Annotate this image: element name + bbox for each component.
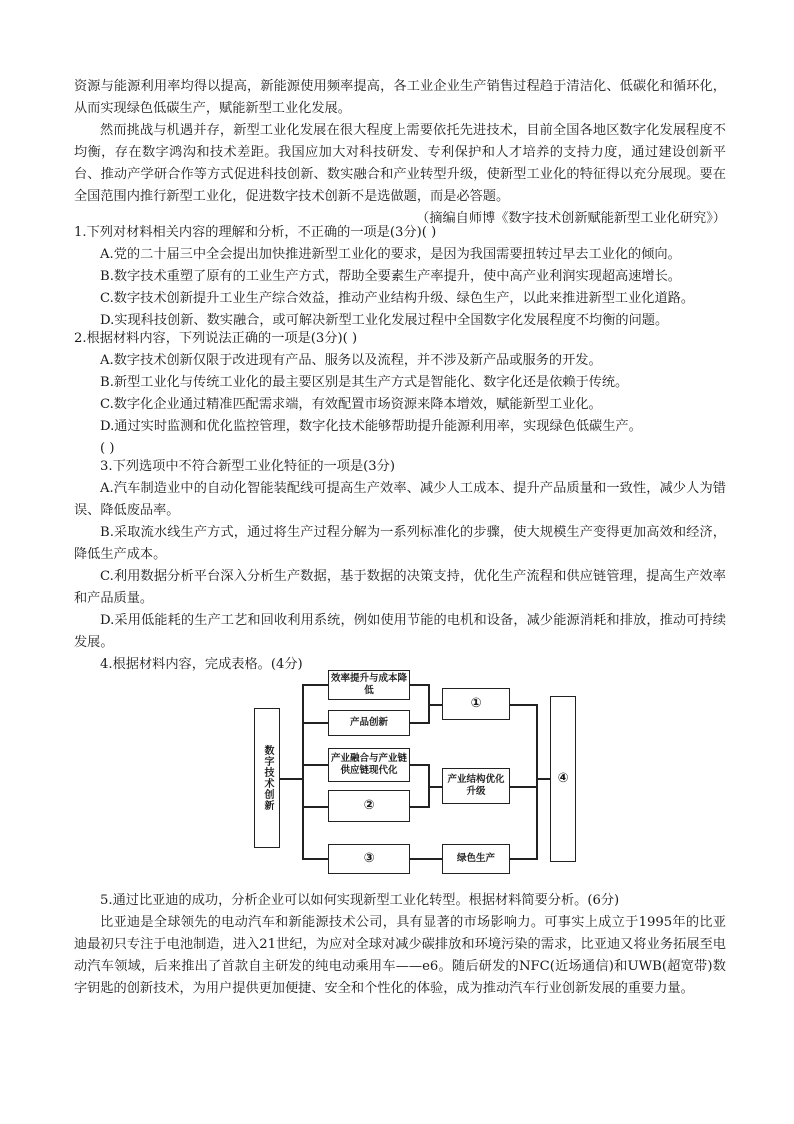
q1-option-a: A.党的二十届三中全会提出加快推进新型工业化的要求，是因为我国需要扭转过早去工业化的倾向。	[100, 247, 681, 262]
innovation-flow-diagram	[252, 668, 580, 890]
blank-box-1: ①	[442, 688, 510, 720]
q4-stem: 4.根据材料内容，完成表格。(4分)	[100, 657, 303, 672]
q1-option-b: B.数字技术重塑了原有的工业生产方式，帮助全要素生产率提升，使中高产业利润实现超高速增长。	[100, 269, 681, 284]
q5-material: 比亚迪是全球领先的电动汽车和新能源技术公司，具有显著的市场影响力。可事实上成立于1995年的比亚迪最初只专注于电池制造，进入21世纪，为应对全球对减少碳排放和环境污染的需求，比亚迪又将业务拓展至电动汽车领域，后来推出了首款自主研发的纯电动乘用车——e6。随后研发的NFC(近场通信)和UWB(超宽带)数字钥匙的创新技术，为用户提供更加便捷、安全和个性化的体验，成为推动汽车行业创新发展的重要力量。	[74, 915, 726, 996]
intro-paragraph-2: 然而挑战与机遇并存，新型工业化发展在很大程度上需要依托先进技术，目前全国各地区数字化发展程度不均衡，存在数字鸿沟和技术差距。我国应加大对科技研发、专利保护和人才培养的支持力度，通过建设创新平台、推动产学研合作等方式促进科技创新、数实融合和产业转型升级，使新型工业化的特征得以充分展现。要在全国范围内推行新型工业化，促进数字技术创新不是选做题，而是必答题。	[74, 123, 726, 204]
connector-line	[302, 858, 328, 860]
root-box-digital-innovation: 数字技术创新	[254, 708, 280, 848]
box-structure-upgrade: 产业结构优化升级	[442, 768, 510, 804]
blank-box-4: ④	[550, 696, 576, 862]
question-3	[74, 456, 726, 676]
blank-box-3: ③	[328, 844, 410, 874]
box-efficiency-cost: 效率提升与成本降低	[328, 670, 410, 700]
q2-option-a: A.数字技术创新仅限于改进现有产品、服务以及流程，并不涉及新产品或服务的开发。	[100, 353, 602, 368]
q3-option-c: C.利用数据分析平台深入分析生产数据，基于数据的决策支持，优化生产流程和供应链管理，提高生产效率和产品质量。	[74, 569, 726, 606]
connector-line	[428, 704, 442, 706]
box-industry-fusion: 产业融合与产业链供应链现代化	[328, 748, 410, 782]
q2-option-b: B.新型工业化与传统工业化的最主要区别是其生产方式是智能化、数字化还是依赖于传统。	[100, 375, 629, 390]
q1-stem: 1.下列对材料相关内容的理解和分析，不正确的一项是(3分)( )	[74, 225, 437, 240]
q2-option-c: C.数字化企业通过精准匹配需求端，有效配置市场资源来降本增效，赋能新型工业化。	[100, 397, 602, 412]
connector-line	[410, 806, 428, 808]
question-5	[74, 890, 726, 1000]
connector-line	[302, 764, 328, 766]
connector-line	[280, 778, 302, 780]
connector-line	[302, 684, 328, 686]
connector-line	[302, 806, 328, 808]
blank-box-2: ②	[328, 790, 410, 822]
connector-line	[302, 722, 328, 724]
q2-option-d: D.通过实时监测和优化监控管理，数字化技术能够帮助提升能源利用率，实现绿色低碳生产。	[100, 419, 642, 434]
q1-option-c: C.数字技术创新提升工业生产综合效益，推动产业结构升级、绿色生产，以此来推进新型工业化道路。	[100, 291, 695, 306]
source-citation: （摘编自师博《数字技术创新赋能新型工业化研究》）	[416, 211, 726, 226]
connector-line	[302, 684, 304, 858]
box-green-production: 绿色生产	[442, 844, 510, 874]
q2-stem: 2.根据材料内容，下列说法正确的一项是(3分)( )	[74, 331, 358, 346]
connector-line	[536, 704, 538, 860]
q1-option-d: D.实现科技创新、数实融合，或可解决新型工业化发展过程中全国数字化发展程度不均衡的问题。	[100, 313, 669, 328]
connector-line	[410, 858, 442, 860]
q3-option-a: A.汽车制造业中的自动化智能装配线可提高生产效率、减少人工成本、提升产品质量和一致性，减少人为错误、降低废品率。	[74, 481, 726, 518]
q3-option-b: B.采取流水线生产方式，通过将生产过程分解为一系列标准化的步骤，使大规模生产变得更加高效和经济，降低生产成本。	[74, 525, 726, 562]
connector-line	[428, 786, 442, 788]
connector-line	[536, 778, 550, 780]
q2-answer-blank: ( )	[100, 441, 115, 456]
question-2	[74, 328, 726, 460]
connector-line	[410, 722, 428, 724]
connector-line	[410, 764, 428, 766]
question-1	[74, 222, 726, 332]
connector-line	[510, 786, 536, 788]
q3-option-d: D.采用低能耗的生产工艺和回收利用系统，例如使用节能的电机和设备，减少能源消耗和排放，推动可持续发展。	[74, 613, 726, 650]
q5-stem: 5.通过比亚迪的成功，分析企业可以如何实现新型工业化转型。根据材料简要分析。(6分)	[100, 893, 620, 908]
connector-line	[510, 704, 536, 706]
reading-passage	[74, 76, 726, 230]
q3-stem: 3.下列选项中不符合新型工业化特征的一项是(3分)	[100, 459, 396, 474]
box-product-innovation: 产品创新	[328, 710, 410, 736]
connector-line	[410, 684, 428, 686]
intro-paragraph-1: 资源与能源利用率均得以提高，新能源使用频率提高，各工业企业生产销售过程趋于清洁化、低碳化和循环化，从而实现绿色低碳生产，赋能新型工业化发展。	[74, 79, 726, 116]
connector-line	[510, 858, 536, 860]
